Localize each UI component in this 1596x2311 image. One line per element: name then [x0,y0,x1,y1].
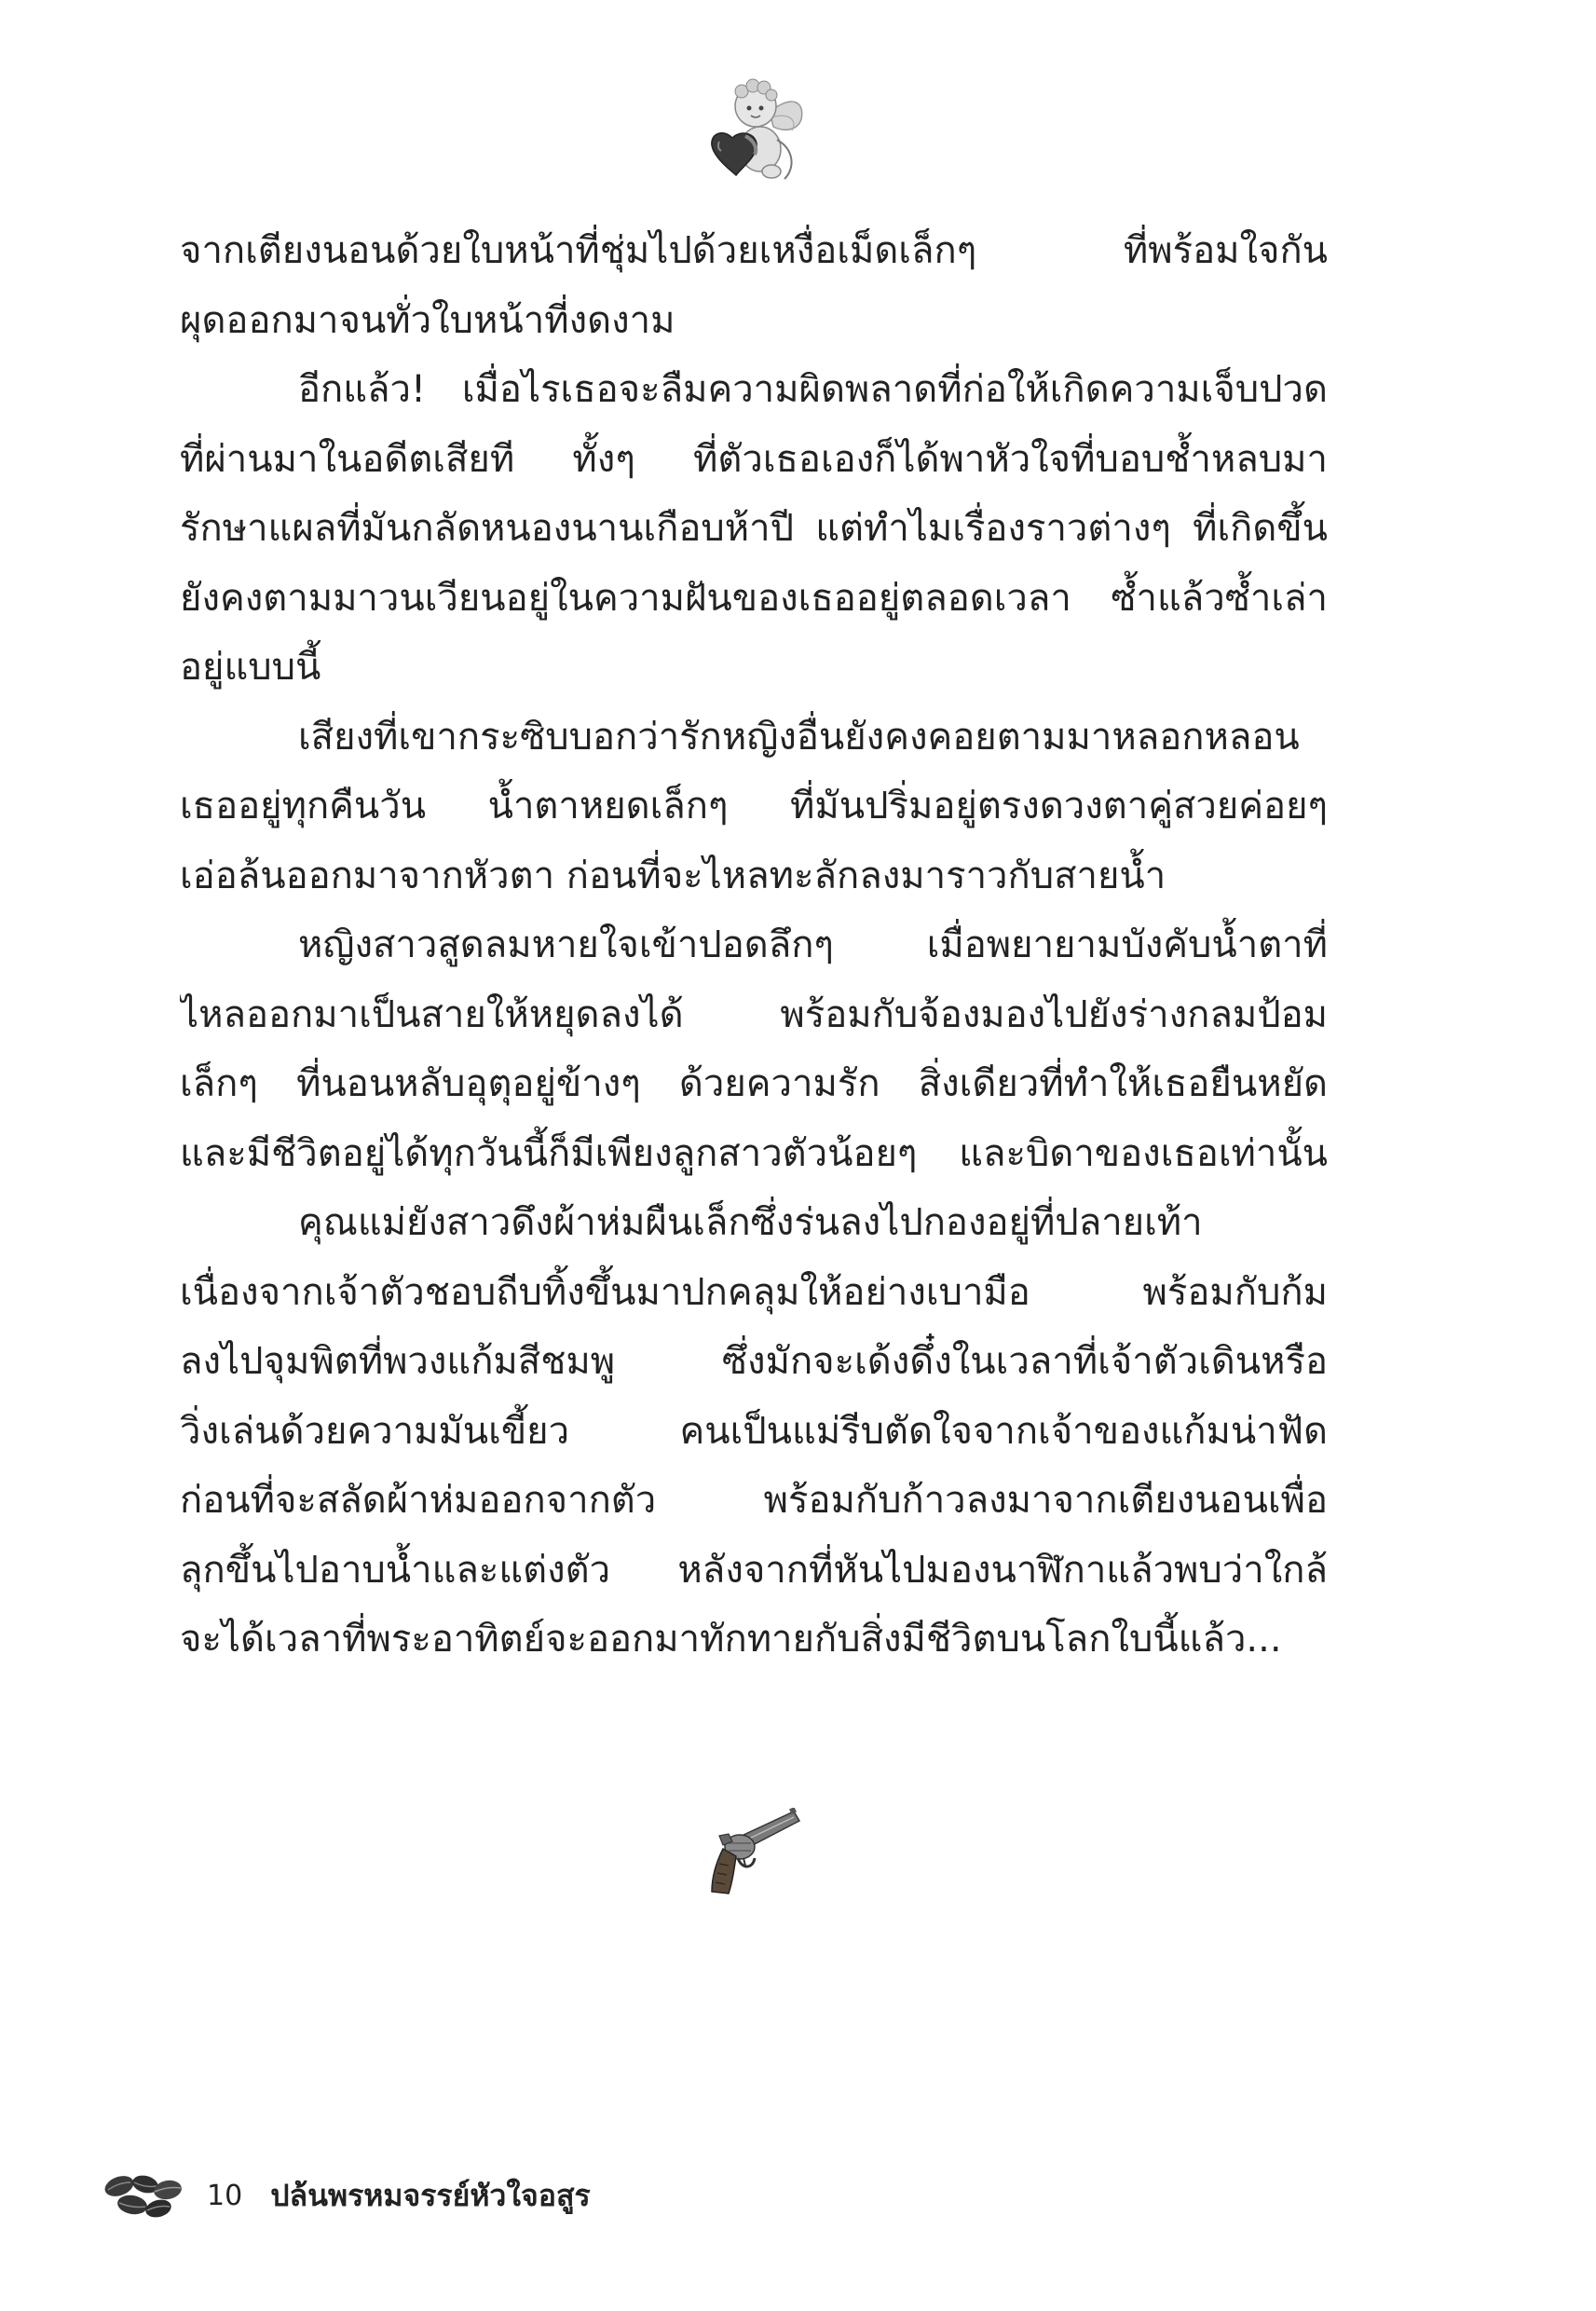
text-line: เนื่องจากเจ้าตัวชอบถีบทิ้งขึ้นมาปกคลุมให้อย่างเบามือ พร้อมกับก้ม [180,1270,1328,1314]
text-line: และมีชีวิตอยู่ได้ทุกวันนี้ก็มีเพียงลูกสาวตัวน้อยๆ และบิดาของเธอเท่านั้น [180,1131,1328,1175]
body-text [180,216,1328,1675]
page-footer [101,2167,591,2223]
text-line: ผุดออกมาจนทั่วใบหน้าที่งดงาม [180,298,675,342]
text-line: ลงไปจุมพิตที่พวงแก้มสีชมพู ซึ่งมักจะเด้งดึ๋งในเวลาที่เจ้าตัวเดินหรือ [180,1340,1328,1383]
text-line: จะได้เวลาที่พระอาทิตย์จะออกมาทักทายกับสิ่งมีชีวิตบนโลกใบนี้แล้ว... [180,1618,1282,1661]
coffee-beans-icon [101,2169,186,2222]
text-line: เอ่อล้นออกมาจากหัวตา ก่อนที่จะไหลทะลักลงมาราวกับสายน้ำ [180,854,1166,897]
text-line: ไหลออกมาเป็นสายให้หยุดลงได้ พร้อมกับจ้องมองไปยังร่างกลมป้อม [180,992,1328,1036]
page-number: 10 [207,2179,243,2212]
text-line: วิ่งเล่นด้วยความมันเขี้ยว คนเป็นแม่รีบตัดใจจากเจ้าของแก้มน่าฟัด [180,1409,1328,1453]
text-line: ก่อนที่จะสลัดผ้าห่มออกจากตัว พร้อมกับก้าวลงมาจากเตียงนอนเพื่อ [180,1479,1328,1522]
text-line: จากเตียงนอนด้วยใบหน้าที่ชุ่มไปด้วยเหงื่อเม็ดเล็กๆ ที่พร้อมใจกัน [180,229,1328,272]
revolver-icon [701,1808,805,1897]
text-line: ที่ผ่านมาในอดีตเสียที ทั้งๆ ที่ตัวเธอเองก็ได้พาหัวใจที่บอบช้ำหลบมา [180,437,1328,481]
text-line: เสียงที่เขากระซิบบอกว่ารักหญิงอื่นยังคงคอยตามมาหลอกหลอน [298,715,1300,759]
cupid-with-heart-icon [704,75,807,186]
text-line: รักษาแผลที่มันกลัดหนองนานเกือบห้าปี แต่ทำไมเรื่องราวต่างๆ ที่เกิดขึ้น [180,507,1328,550]
text-line: อยู่แบบนี้ [180,646,321,689]
text-line: เล็กๆ ที่นอนหลับอุตุอยู่ข้างๆ ด้วยความรัก สิ่งเดียวที่ทำให้เธอยืนหยัด [180,1062,1328,1105]
text-line: หญิงสาวสูดลมหายใจเข้าปอดลึกๆ เมื่อพยายามบังคับน้ำตาที่ [298,923,1328,966]
text-line: เธออยู่ทุกคืนวัน น้ำตาหยดเล็กๆ ที่มันปริ่มอยู่ตรงดวงตาคู่สวยค่อยๆ [180,785,1328,827]
text-line: อีกแล้ว! เมื่อไรเธอจะลืมความผิดพลาดที่ก่อให้เกิดความเจ็บปวด [298,368,1328,411]
text-line: ลุกขึ้นไปอาบน้ำและแต่งตัว หลังจากที่หันไปมองนาฬิกาแล้วพบว่าใกล้ [180,1548,1328,1592]
text-line: ยังคงตามมาวนเวียนอยู่ในความฝันของเธออยู่ตลอดเวลา ซ้ำแล้วซ้ำเล่า [180,576,1328,620]
text-line: คุณแม่ยังสาวดึงผ้าห่มผืนเล็กซึ่งร่นลงไปกองอยู่ที่ปลายเท้า [298,1201,1203,1244]
book-title: ปล้นพรหมจรรย์หัวใจอสูร [270,2177,591,2213]
